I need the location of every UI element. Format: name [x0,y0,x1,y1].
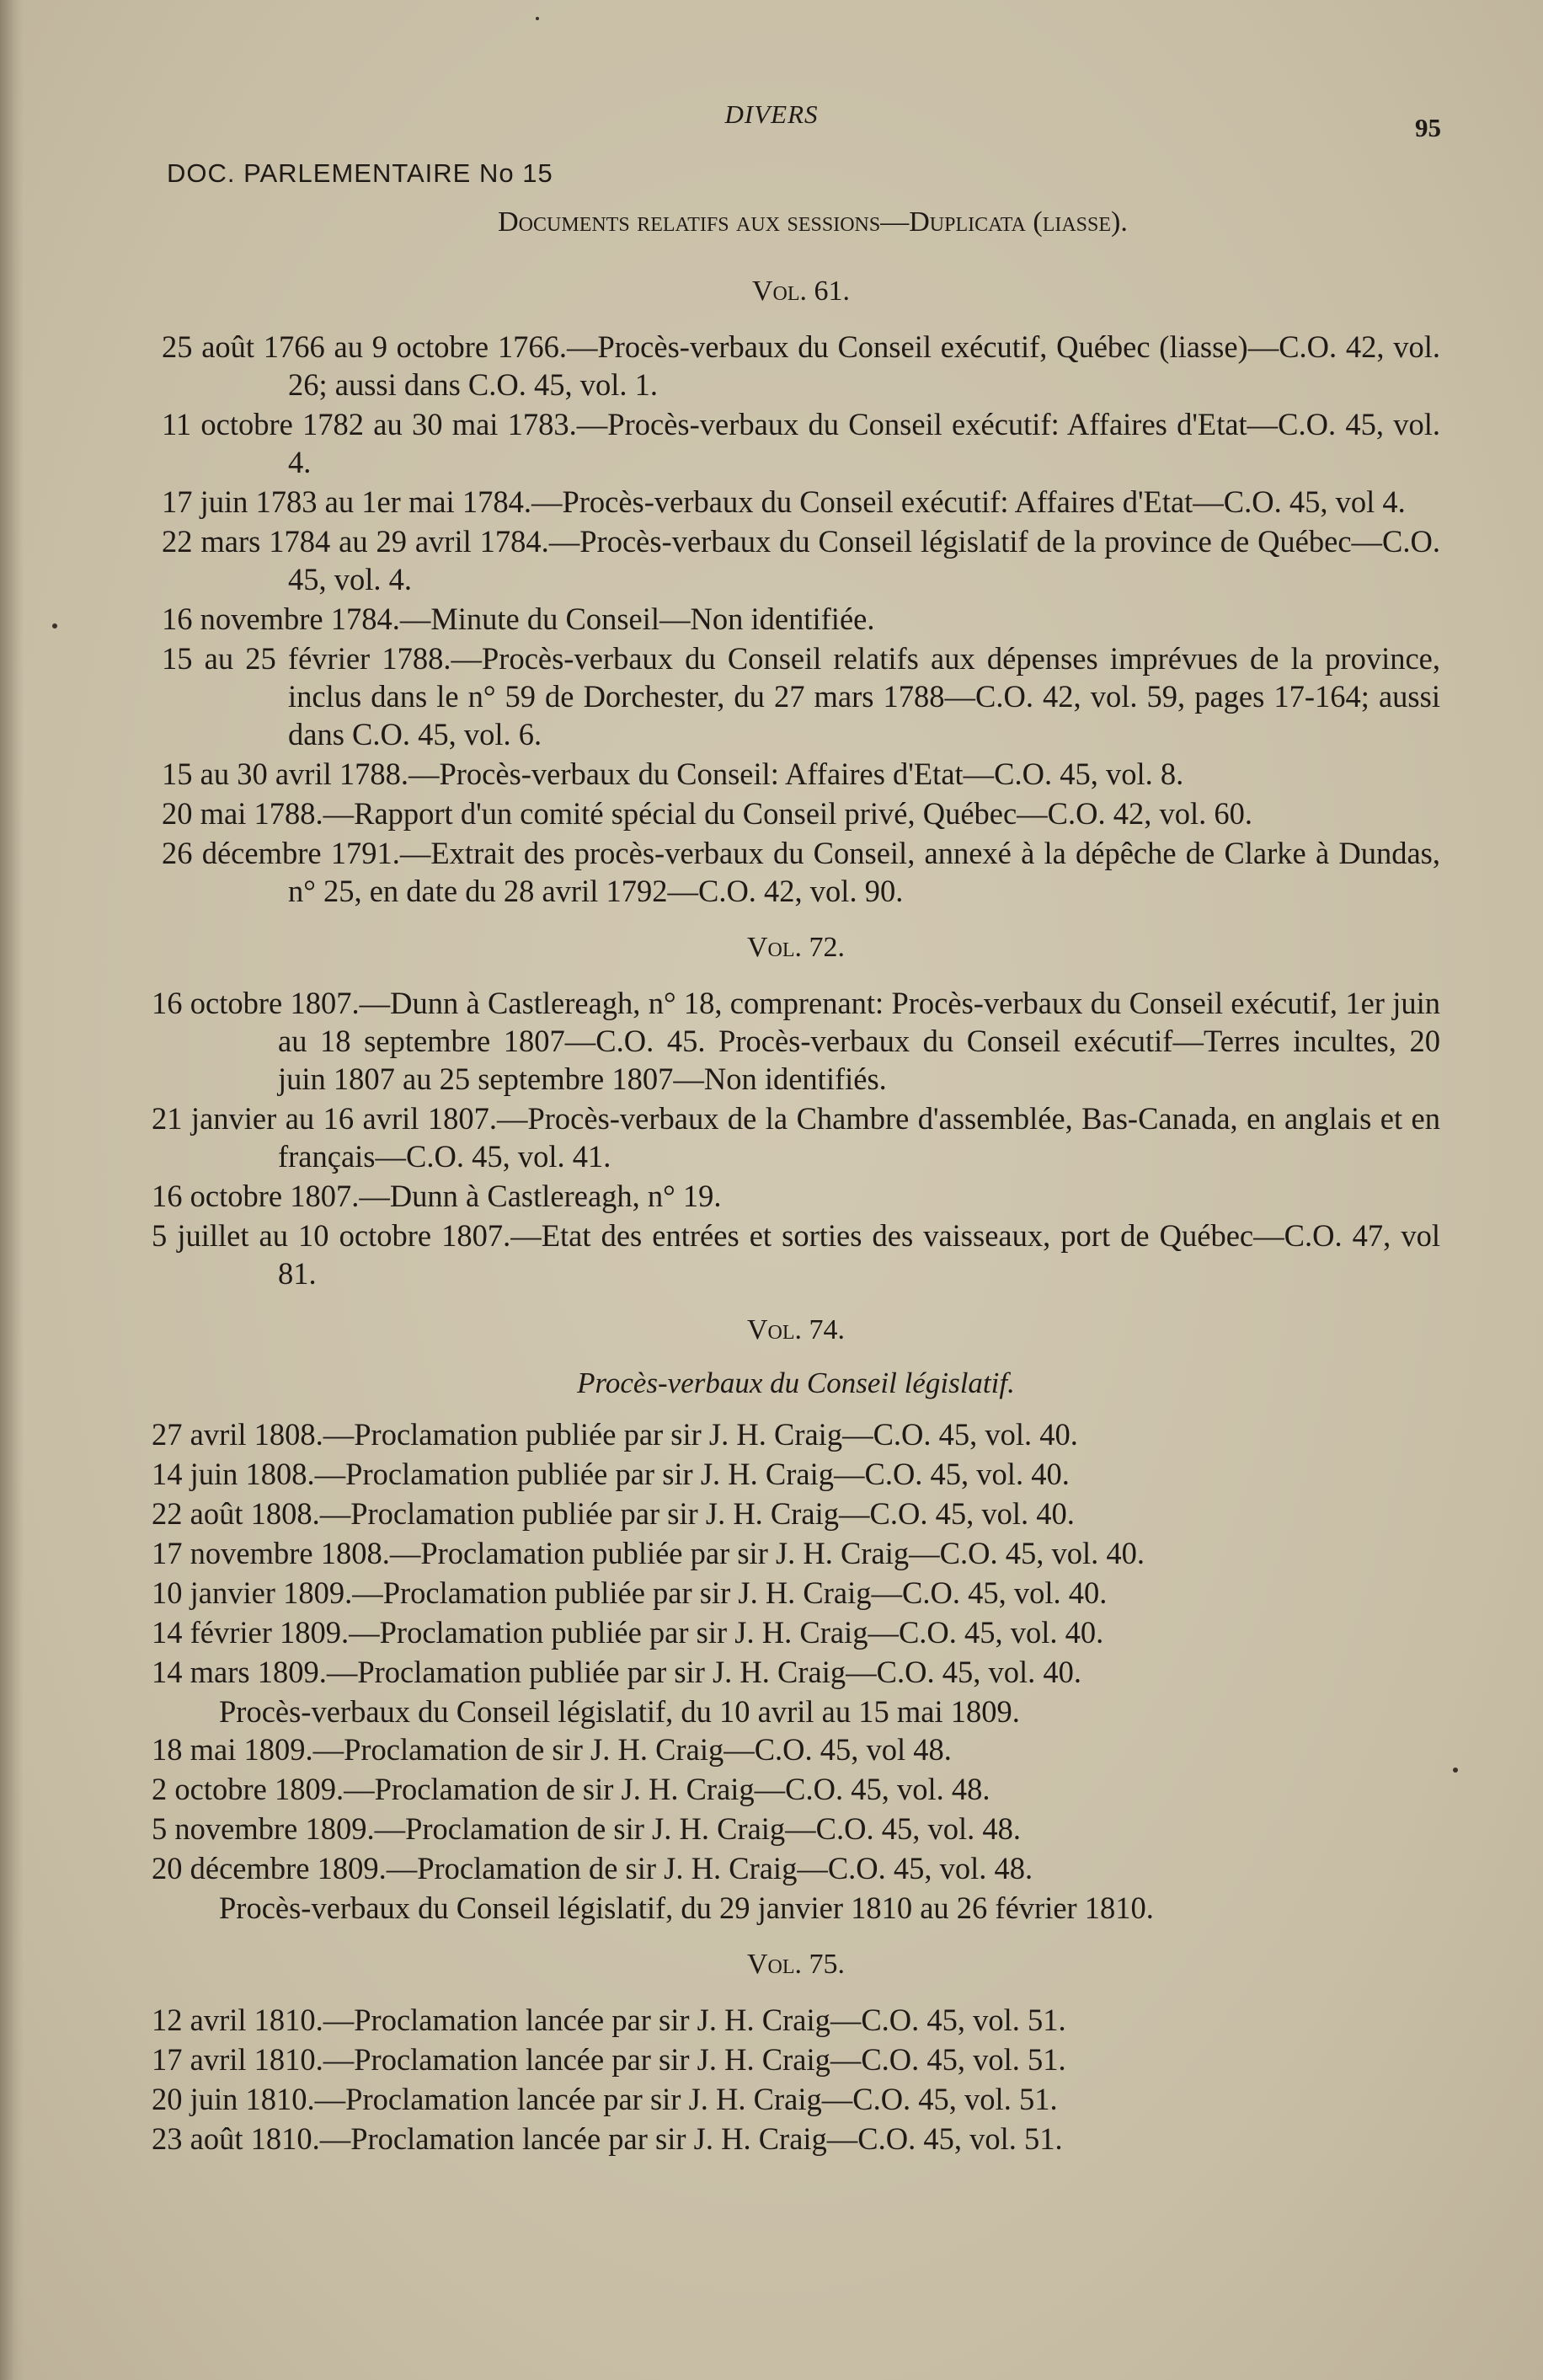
running-head: DIVERS [724,99,819,129]
list-item: 26 décembre 1791.—Extrait des procès-verbaux du Conseil, annexé à la dépêche de Clarke à Dundas, n° 25, en date du 28 avril 1792—C.O. 42, vol. 90. [162,836,1440,908]
volume-section [152,1314,1440,1927]
list-item: 18 mai 1809.—Proclamation de sir J. H. Craig—C.O. 45, vol 48. [152,1732,952,1767]
volume-section [162,275,1440,910]
document-label: DOC. PARLEMENTAIRE No 15 [167,158,553,188]
list-item: 22 août 1808.—Proclamation publiée par sir J. H. Craig—C.O. 45, vol. 40. [152,1496,1075,1531]
section-note: Procès-verbaux du Conseil législatif, du 29 janvier 1810 au 26 février 1810. [219,1891,1154,1925]
list-item: 20 mai 1788.—Rapport d'un comité spécial du Conseil privé, Québec—C.O. 42, vol. 60. [162,796,1253,831]
list-item: 15 au 25 février 1788.—Procès-verbaux du Conseil relatifs aux dépenses imprévues de la province, inclus dans le n° 59 de Dorchester, du 27 mars 1788—C.O. 42, vol. 59, pages 17-164; aussi dans C.O. 45, vol. 6. [162,641,1440,751]
volume-title: Vol. 72. [746,932,846,963]
list-item: 27 avril 1808.—Proclamation publiée par sir J. H. Craig—C.O. 45, vol. 40. [152,1417,1078,1452]
list-item: 22 mars 1784 au 29 avril 1784.—Procès-verbaux du Conseil législatif de la province de Québec—C.O. 45, vol. 4. [162,524,1440,596]
list-item: 17 juin 1783 au 1er mai 1784.—Procès-verbaux du Conseil exécutif: Affaires d'Etat—C.O. 45, vol 4. [162,484,1406,519]
list-item: 12 avril 1810.—Proclamation lancée par sir J. H. Craig—C.O. 45, vol. 51. [152,2003,1066,2037]
list-item: 23 août 1810.—Proclamation lancée par sir J. H. Craig—C.O. 45, vol. 51. [152,2121,1063,2156]
book-spine-shadow [0,0,24,2380]
list-item: 11 octobre 1782 au 30 mai 1783.—Procès-verbaux du Conseil exécutif: Affaires d'Etat—C.O. 45, vol. 4. [162,407,1440,479]
volume-section [152,1949,1440,2158]
list-item: 16 octobre 1807.—Dunn à Castlereagh, n° 18, comprenant: Procès-verbaux du Conseil exécutif, 1er juin au 18 septembre 1807—C.O. 45. Procès-verbaux du Conseil exécutif—Terres incultes, 20 juin 1807 au 25 septembre 1807—Non identifiés. [152,986,1440,1096]
list-item: 16 novembre 1784.—Minute du Conseil—Non identifiée. [162,602,875,636]
list-item: 17 novembre 1808.—Proclamation publiée par sir J. H. Craig—C.O. 45, vol. 40. [152,1536,1145,1570]
list-item: 14 juin 1808.—Proclamation publiée par sir J. H. Craig—C.O. 45, vol. 40. [152,1457,1070,1491]
list-item: 14 mars 1809.—Proclamation publiée par sir J. H. Craig—C.O. 45, vol. 40. [152,1655,1081,1689]
section-subheading: Procès-verbaux du Conseil législatif. [577,1366,1015,1399]
volume-title: Vol. 75. [746,1949,846,1980]
section-note: Procès-verbaux du Conseil législatif, du 10 avril au 15 mai 1809. [219,1694,1020,1729]
list-item: 25 août 1766 au 9 octobre 1766.—Procès-verbaux du Conseil exécutif, Québec (liasse)—C.O. 42, vol. 26; aussi dans C.O. 45, vol. 1. [162,329,1440,402]
volume-title: Vol. 61. [751,275,851,307]
list-item: 10 janvier 1809.—Proclamation publiée par sir J. H. Craig—C.O. 45, vol. 40. [152,1575,1108,1610]
list-item: 5 novembre 1809.—Proclamation de sir J. H. Craig—C.O. 45, vol. 48. [152,1811,1022,1846]
page-number: 95 [1415,113,1441,142]
list-item: 2 octobre 1809.—Proclamation de sir J. H. Craig—C.O. 45, vol. 48. [152,1772,990,1806]
list-item: 20 décembre 1809.—Proclamation de sir J. H. Craig—C.O. 45, vol. 48. [152,1851,1033,1885]
ink-speck [536,17,539,20]
ink-speck [1453,1768,1458,1773]
list-item: 14 février 1809.—Proclamation publiée par sir J. H. Craig—C.O. 45, vol. 40. [152,1615,1104,1650]
volume-section [152,932,1440,1292]
list-item: 16 octobre 1807.—Dunn à Castlereagh, n° 19. [152,1179,722,1213]
list-item: 17 avril 1810.—Proclamation lancée par sir J. H. Craig—C.O. 45, vol. 51. [152,2042,1066,2077]
ink-speck [52,623,57,628]
list-item: 15 au 30 avril 1788.—Procès-verbaux du Conseil: Affaires d'Etat—C.O. 45, vol. 8. [162,757,1184,791]
list-item: 5 juillet au 10 octobre 1807.—Etat des entrées et sorties des vaisseaux, port de Québec—C.O. 47, vol 81. [152,1218,1440,1291]
volume-title: Vol. 74. [746,1314,846,1345]
collection-title: Documents relatifs aux sessions—Duplicata (liasse). [498,206,1128,238]
list-item: 20 juin 1810.—Proclamation lancée par sir J. H. Craig—C.O. 45, vol. 51. [152,2082,1058,2116]
page-content [152,206,1440,2159]
list-item: 21 janvier au 16 avril 1807.—Procès-verbaux de la Chambre d'assemblée, Bas-Canada, en anglais et en français—C.O. 45, vol. 41. [152,1101,1440,1174]
